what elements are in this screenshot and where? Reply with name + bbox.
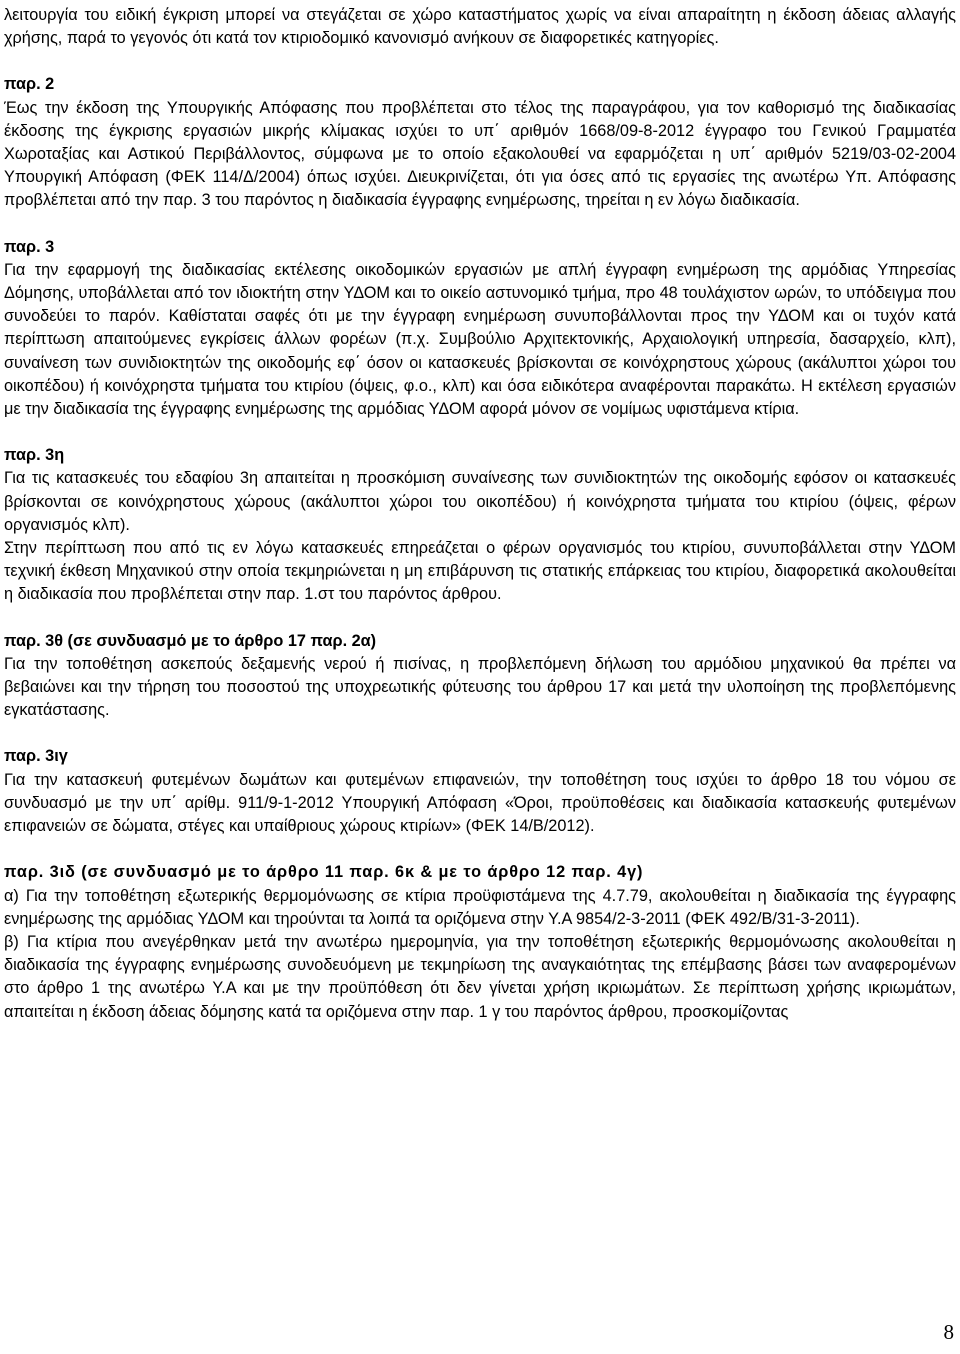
document-page: [4, 4, 956, 1024]
intro-paragraph: λειτουργία του ειδική έγκριση μπορεί να στεγάζεται σε χώρο καταστήματος χωρίς να είναι απαραίτητη η έκδοση άδειας αλλαγής χρήσης, παρά το γεγονός ότι κατά τον κτιριοδομικό κανονισμό ανήκουν σε διαφορετικές κατηγορίες.: [4, 6, 956, 48]
section-paragraph: Για τις κατασκευές του εδαφίου 3η απαιτείται η προσκόμιση συναίνεσης των συνιδιοκτητών της οικοδομής εφόσον οι κατασκευές βρίσκονται σε κοινόχρηστους χώρους (ακάλυπτοι χώροι του οικοπέδου) ή κοινόχρηστα τμήματα του κτιρίου (όψεις, φέρων οργανισμός κλπ).: [4, 469, 956, 534]
section-heading-par-3ig: παρ. 3ιγ: [4, 747, 68, 766]
section-paragraph: Για την εφαρμογή της διαδικασίας εκτέλεσης οικοδομικών εργασιών με απλή έγγραφη ενημέρωση της αρμόδιας Υπηρεσίας Δόμησης, υποβάλλεται από τον ιδιοκτήτη στην ΥΔΟΜ και το οικείο αστυνομικό τμήμα, προ 48 τουλάχιστον ωρών, το υπόδειγμα που συνοδεύει το παρόν. Καθίσταται σαφές ότι με την έγγραφη ενημέρωση συνυποβάλλονται προς την ΥΔΟΜ και οι τυχόν κατά περίπτωση απαιτούμενες εγκρίσεις άλλων φορέων (π.χ. Συμβούλιο Αρχιτεκτονικής, Αρχαιολογική υπηρεσία, δασαρχείο, κλπ), συναίνεση των συνιδιοκτητών της οικοδομής εφ΄ όσον οι κατασκευές βρίσκονται σε κοινόχρηστους χώρους (ακάλυπτοι χώροι του οικοπέδου) ή κοινόχρηστα τμήματα του κτιρίου (όψεις, φ.ο., κλπ) και όσα ειδικότερα αναφέρονται παρακάτω. Η εκτέλεση εργασιών με την διαδικασία της έγγραφης ενημέρωσης της αρμόδιας ΥΔΟΜ αφορά μόνον σε νομίμως υφιστάμενα κτίρια.: [4, 260, 956, 419]
section-heading-par-3th: παρ. 3θ (σε συνδυασμό με το άρθρο 17 παρ. 2α): [4, 631, 377, 650]
page-number: 8: [943, 1320, 954, 1344]
section-heading-par-3id: παρ. 3ιδ (σε συνδυασμό με το άρθρο 11 παρ. 6κ & με το άρθρο 12 παρ. 4γ): [4, 863, 644, 882]
section-paragraph: Έως την έκδοση της Υπουργικής Απόφασης που προβλέπεται στο τέλος της παραγράφου, για τον καθορισμό της διαδικασίας έκδοσης της έγκρισης εργασιών μικρής κλίμακας ισχύει το υπ΄ αριθμόν 1668/09-8-2012 έγγραφο του Γενικού Γραμματέα Χωροταξίας και Αστικού Περιβάλλοντος, σύμφωνα με το οποίο εξακολουθεί να εφαρμόζεται η υπ΄ αριθμόν 5219/03-02-2004 Υπουργική Απόφαση (ΦΕΚ 114/Δ/2004) όπως ισχύει. Διευκρινίζεται, ότι για όσες από τις εργασίες της ανωτέρω Υπ. Απόφασης προβλέπεται από την παρ. 3 του παρόντος η διαδικασία έγγραφης ενημέρωσης, τηρείται η εν λόγω διαδικασία.: [4, 98, 956, 210]
section-heading-par-3: παρ. 3: [4, 237, 55, 256]
section-paragraph: Στην περίπτωση που από τις εν λόγω κατασκευές επηρεάζεται ο φέρων οργανισμός του κτιρίου, συνυποβάλλεται στην ΥΔΟΜ τεχνική έκθεση Μηχανικού στην οποία τεκμηριώνεται η μη επιβάρυνση τις στατικής επάρκειας του κτιρίου, διαφορετικά ακολουθείται η διαδικασία που προβλέπεται στην παρ. 1.στ του παρόντος άρθρου.: [4, 539, 956, 604]
section-paragraph: α) Για την τοποθέτηση εξωτερικής θερμομόνωσης σε κτίρια προϋφιστάμενα της 4.7.79, ακολουθείται η διαδικασία της έγγραφης ενημέρωσης της αρμόδιας ΥΔΟΜ και τηρούνται τα λοιπά τα οριζόμενα στην Υ.Α 9854/2-3-2011 (ΦΕΚ 492/Β/31-3-2011).: [4, 886, 956, 928]
section-heading-par-2: παρ. 2: [4, 75, 55, 94]
section-heading-par-3i: παρ. 3η: [4, 446, 65, 465]
section-paragraph: Για την κατασκευή φυτεμένων δωμάτων και φυτεμένων επιφανειών, την τοποθέτηση τους ισχύει το άρθρο 18 του νόμου σε συνδυασμό με την υπ΄ αρίθμ. 911/9-1-2012 Υπουργική Απόφαση «Όροι, προϋποθέσεις και διαδικασία κατασκευής φυτεμένων επιφανειών σε δώματα, στέγες και υπαίθριους χώρους κτιρίων» (ΦΕΚ 14/Β/2012).: [4, 770, 956, 836]
section-paragraph: β) Για κτίρια που ανεγέρθηκαν μετά την ανωτέρω ημερομηνία, για την τοποθέτηση εξωτερικής θερμομόνωσης ακολουθείται η διαδικασία της έγγραφης ενημέρωσης συνοδευόμενη με τεκμηρίωση της αναγκαιότητας της επέμβασης βάσει των αναφερομένων στο άρθρο 1 της ανωτέρω Υ.Α και με την προϋπόθεση ότι δεν γίνεται χρήση ικριωμάτων. Σε περίπτωση χρήσης ικριωμάτων, απαιτείται η έκδοση άδειας δόμησης κατά τα οριζόμενα στην παρ. 1 γ του παρόντος άρθρου, προσκομίζοντας: [4, 932, 956, 1021]
section-paragraph: Για την τοποθέτηση ασκεπούς δεξαμενής νερού ή πισίνας, η προβλεπόμενη δήλωση του αρμόδιου μηχανικού θα πρέπει να βεβαιώνει και την τήρηση του ποσοστού της υποχρεωτικής φύτευσης του άρθρου 17 και μετά την υλοποίηση της προβλεπόμενης εγκατάστασης.: [4, 654, 956, 720]
